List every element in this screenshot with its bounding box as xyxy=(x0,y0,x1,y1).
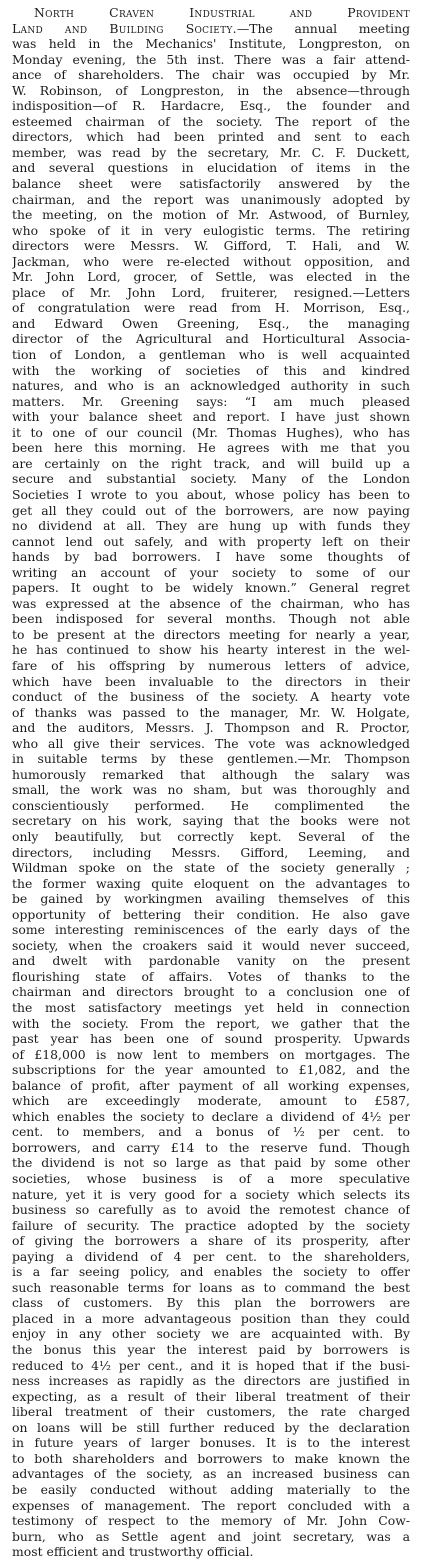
article-line: directors, including Messrs. Gifford, Leeming, and xyxy=(12,844,410,860)
article-line: with your balance sheet and report. I have just shown xyxy=(12,409,410,425)
article-line: with the society. From the report, we gather that the xyxy=(12,1015,410,1031)
article-line: be easily conducted without adding materially to the xyxy=(12,1481,410,1497)
article-line: nature, yet it is very good for a society which selects its xyxy=(12,1186,410,1202)
article-line: member, was read by the secretary, Mr. C. F. Duckett, xyxy=(12,144,410,160)
article-line: most efficient and trustworthy official. xyxy=(12,1544,254,1560)
article-line: subscriptions for the year amounted to £1,082, and the xyxy=(12,1062,410,1078)
article-line: secure and substantial society. Many of the London xyxy=(12,471,410,487)
article-line: which are exceedingly moderate, amount to £587, xyxy=(12,1093,410,1109)
article-line: such reasonable terms for loans as to command the best xyxy=(12,1279,410,1295)
article-line: directors, which had been printed and sent to each xyxy=(12,129,410,145)
article-line: of £18,000 is now lent to members on mortgages. The xyxy=(12,1046,410,1062)
article-line xyxy=(12,21,410,37)
article-line: of giving the borrowers a share of its prosperity, after xyxy=(12,1233,410,1249)
article-line: enjoy in any other society we are acquainted with. By xyxy=(12,1326,410,1342)
article-line: testimony of respect to the memory of Mr. John Cow- xyxy=(12,1513,410,1529)
article-line: the former waxing quite eloquent on the advantages to xyxy=(12,875,410,891)
article-heading-text: Land and Building Society. xyxy=(12,20,237,36)
article-line: ance of shareholders. The chair was occupied by Mr. xyxy=(12,67,410,83)
article-line: the bonus this year the interest paid by borrowers is xyxy=(12,1342,410,1358)
article-line: opportunity of bettering their condition. He also gave xyxy=(12,906,410,922)
article-line: no dividend at all. They are hung up with funds they xyxy=(12,518,410,534)
article-line: was expressed at the absence of the chairman, who has xyxy=(12,595,410,611)
article-line: in future years of larger bonuses. It is to the interest xyxy=(12,1435,410,1451)
article-line: societies, whose business is of a more speculative xyxy=(12,1171,410,1187)
article-line: is a far seeing policy, and enables the society to offer xyxy=(12,1264,410,1280)
article-line: the dividend is not so large as that paid by some other xyxy=(12,1155,410,1171)
article-line: it to one of our council (Mr. Thomas Hughes), who has xyxy=(12,424,410,440)
article-line: be gained by workingmen availing themselves of this xyxy=(12,891,410,907)
article-line: some interesting reminiscences of the early days of the xyxy=(12,922,410,938)
article-line: hands by bad borrowers. I have some thoughts of xyxy=(12,549,410,565)
article-line: matters. Mr. Greening says: “I am much pleased xyxy=(12,393,410,409)
article-line: he has continued to show his hearty interest in the wel- xyxy=(12,642,410,658)
article-line: borrowers, and carry £14 to the reserve fund. Though xyxy=(12,1139,410,1155)
newspaper-article-column xyxy=(12,5,410,1560)
article-line: tion of London, a gentleman who is well acquainted xyxy=(12,347,410,363)
article-line: in suitable terms by these gentlemen.—Mr. Thompson xyxy=(12,751,410,767)
article-line: secretary on his work, saying that the books were not xyxy=(12,813,410,829)
article-line: esteemed chairman of the society. The report of the xyxy=(12,113,410,129)
article-line: of congratulation were read from H. Morrison, Esq., xyxy=(12,300,410,316)
article-line: class of customers. By this plan the borrowers are xyxy=(12,1295,410,1311)
article-line: ness increases as rapidly as the directors are justified in xyxy=(12,1373,410,1389)
article-line: the meeting, on the motion of Mr. Astwood, of Burnley, xyxy=(12,207,410,223)
article-line: of thanks was passed to the manager, Mr. W. Holgate, xyxy=(12,704,410,720)
article-line: only beautifully, but correctly kept. Several of the xyxy=(12,828,410,844)
article-line: on loans will be still further reduced by the declaration xyxy=(12,1419,410,1435)
article-line: indisposition—of R. Hardacre, Esq., the founder and xyxy=(12,98,410,114)
article-line: Jackman, who were re-elected without opposition, and xyxy=(12,253,410,269)
article-line xyxy=(12,5,410,21)
article-line: the most satisfactory meetings yet held in connection xyxy=(12,1000,410,1015)
article-line: and the auditors, Messrs. J. Thompson and R. Proctor, xyxy=(12,720,410,736)
article-line: society, when the croakers said it would never succeed, xyxy=(12,937,410,953)
article-line: balance sheet were satisfactorily answered by the xyxy=(12,176,410,192)
article-line: fare of his offspring by numerous letters of advice, xyxy=(12,657,410,673)
article-line: been indisposed for several months. Though not able xyxy=(12,611,410,627)
article-line: conduct of the business of the society. A hearty vote xyxy=(12,689,410,705)
article-line: who spoke of it in very eulogistic terms. The retiring xyxy=(12,222,410,238)
article-line: directors were Messrs. W. Gifford, T. Hali, and W. xyxy=(12,238,410,254)
article-line: placed in a more advantageous position than they could xyxy=(12,1310,410,1326)
article-line: natures, and who is an acknowledged authority in such xyxy=(12,378,410,394)
article-line: humorously remarked that although the salary was xyxy=(12,766,410,782)
article-line: paying a dividend of 4 per cent. to the shareholders, xyxy=(12,1248,410,1264)
article-line: business so carefully as to avoid the remotest chance of xyxy=(12,1202,410,1218)
article-line: liberal treatment of their customers, the rate charged xyxy=(12,1404,410,1420)
article-line: Societies I wrote to you about, whose policy has been to xyxy=(12,486,410,502)
article-line: expecting, as a result of their liberal treatment of their xyxy=(12,1388,410,1404)
article-line: chairman and directors brought to a conclusion one of xyxy=(12,984,410,1000)
article-line: papers. It ought to be widely known.” General regret xyxy=(12,580,410,596)
article-line: Monday evening, the 5th inst. There was a fair attend- xyxy=(12,51,410,67)
article-line: Wildman spoke on the state of the society generally ; xyxy=(12,860,410,876)
article-line: expenses of management. The report concluded with a xyxy=(12,1497,410,1513)
article-line: conscientiously performed. He complimented the xyxy=(12,797,410,813)
article-line: been here this morning. He agrees with me that you xyxy=(12,440,410,456)
article-line: Mr. John Lord, grocer, of Settle, was elected in the xyxy=(12,269,410,285)
article-line: to be present at the directors meeting for nearly a year, xyxy=(12,626,410,642)
article-line: to both shareholders and borrowers to make known the xyxy=(12,1450,410,1466)
article-line: place of Mr. John Lord, fruiterer, resigned.—Letters xyxy=(12,284,410,300)
article-line: and Edward Owen Greening, Esq., the managing xyxy=(12,315,410,331)
article-line: cannot lend out safely, and with property left on their xyxy=(12,533,410,549)
article-line: get all they could out of the borrowers, are now paying xyxy=(12,502,410,518)
article-line: writing an account of your society to some of our xyxy=(12,564,410,580)
article-line: past year has been one of sound prosperity. Upwards xyxy=(12,1031,410,1047)
article-line-rest: —The annual meeting xyxy=(236,20,410,36)
article-line: balance of profit, after payment of all working expenses, xyxy=(12,1077,410,1093)
article-line: small, the work was no sham, but was thoroughly and xyxy=(12,782,410,798)
article-line: and dwelt with pardonable vanity on the present xyxy=(12,953,410,969)
article-line: which have been invaluable to the directors in their xyxy=(12,673,410,689)
article-line: chairman, and the report was unanimously adopted by xyxy=(12,191,410,207)
article-line: cent. to members, and a bonus of ½ per cent. to xyxy=(12,1124,410,1140)
article-line: W. Robinson, of Longpreston, in the absence—through xyxy=(12,82,410,98)
article-line: who all give their services. The vote was acknowledged xyxy=(12,735,410,751)
article-line: reduced to 4½ per cent., and it is hoped that if the busi- xyxy=(12,1357,410,1373)
article-line: burn, who as Settle agent and joint secretary, was a xyxy=(12,1528,410,1544)
article-line: director of the Agricultural and Horticultural Associa- xyxy=(12,331,410,347)
article-line: with the working of societies of this and kindred xyxy=(12,362,410,378)
article-line: was held in the Mechanics' Institute, Longpreston, on xyxy=(12,36,410,52)
article-line: flourishing state of affairs. Votes of thanks to the xyxy=(12,968,410,984)
article-heading-text: North Craven Industrial and Provident xyxy=(34,5,410,20)
article-line: which enables the society to declare a dividend of 4½ per xyxy=(12,1108,410,1124)
article-line: are certainly on the right track, and will build up a xyxy=(12,455,410,471)
article-line: and several questions in elucidation of items in the xyxy=(12,160,410,176)
article-line: advantages of the society, as an increased business can xyxy=(12,1466,410,1482)
article-line: failure of security. The practice adopted by the society xyxy=(12,1217,410,1233)
